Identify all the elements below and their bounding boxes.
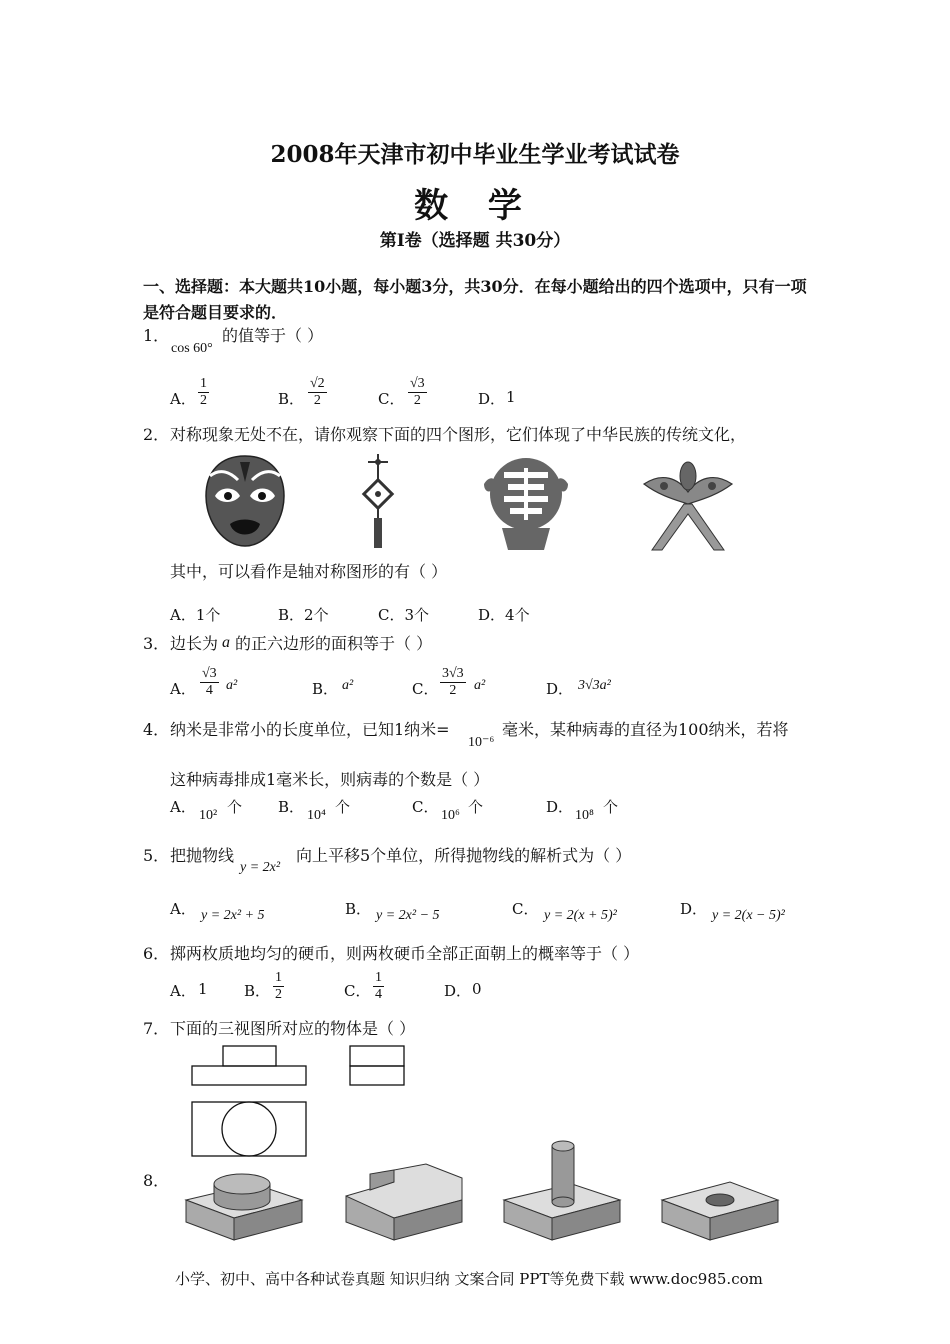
q3-option-d-label: D．: [546, 680, 574, 698]
q4-option-a-expr: 10²: [199, 808, 218, 823]
q5-option-b-expr: y = 2x² − 5: [376, 908, 440, 923]
q6-option-c-frac: $\frac{1}{4}$: [375, 970, 382, 1002]
q5-option-c-label: C．: [512, 900, 539, 918]
q4-text: 纳米是非常小的长度单位，已知1纳米=: [170, 720, 450, 739]
q3-option-c-label: C．: [412, 680, 439, 698]
q5-text2: 向上平移5个单位，所得抛物线的解析式为（ ）: [296, 846, 632, 865]
q7-text: 下面的三视图所对应的物体是（ ）: [170, 1019, 416, 1038]
q3-option-a-frac: $\frac{√3}{4}$: [202, 666, 217, 698]
q4-option-b-label: B．: [278, 798, 305, 816]
q2-option-d: D．4个: [478, 606, 530, 624]
q1-expr: cos 60°: [171, 341, 213, 356]
q4-option-b-unit: 个: [335, 798, 351, 816]
double-happiness-papercut-image: [480, 454, 572, 552]
q2-option-a: A．1个: [170, 606, 221, 624]
q6-option-c-label: C．: [344, 982, 371, 1000]
q4-option-a-unit: 个: [227, 798, 243, 816]
swallow-kite-image: [642, 452, 734, 552]
q5-option-d-expr: y = 2(x − 5)²: [712, 908, 785, 923]
q3-option-d-expr: 3√3a²: [578, 678, 611, 693]
q5-option-a-expr: y = 2x² + 5: [201, 908, 265, 923]
q4-text2: 毫米，某种病毒的直径为100纳米，若将: [502, 720, 789, 739]
q5-option-c-expr: y = 2(x + 5)²: [544, 908, 617, 923]
solid-option-c-image: [502, 1138, 624, 1242]
q6-option-d-value: 0: [472, 980, 482, 998]
q1-option-b-label: B．: [278, 390, 305, 408]
q5-expr: y = 2x²: [240, 860, 281, 875]
q6-option-b-frac: $\frac{1}{2}$: [275, 970, 282, 1002]
q3-option-a-tail: a²: [226, 678, 238, 693]
q1-option-b-frac: $\frac{√2}{2}$: [310, 376, 325, 408]
q1-number: 1．: [143, 326, 170, 345]
footer-text: 小学、初中、高中各种试卷真题 知识归纳 文案合同 PPT等免费下载 www.doc985.com: [175, 1270, 763, 1288]
q3-option-c-tail: a²: [474, 678, 486, 693]
q3-option-c-frac: $\frac{3√3}{2}$: [442, 666, 464, 698]
q5-number: 5．: [143, 846, 170, 865]
q6-option-b-label: B．: [244, 982, 271, 1000]
q5-option-a-label: A．: [170, 900, 196, 918]
q4-option-d-expr: 10⁸: [575, 808, 594, 823]
q6-number: 6．: [143, 944, 170, 963]
three-view-drawing: [190, 1044, 410, 1160]
q6-text: 掷两枚质地均匀的硬币，则两枚硬币全部正面朝上的概率等于（ ）: [170, 944, 640, 963]
q1-option-d-label: D．: [478, 390, 506, 408]
q2-text2: 其中，可以看作是轴对称图形的有（ ）: [170, 562, 448, 581]
q4-option-d-unit: 个: [603, 798, 619, 816]
paper-title: 2008年天津市初中毕业生学业考试试卷: [270, 141, 680, 168]
q4-option-d-label: D．: [546, 798, 574, 816]
opera-mask-image: [200, 452, 290, 550]
q1-option-a-frac: $\frac{1}{2}$: [200, 376, 207, 408]
q1-option-d-value: 1: [506, 388, 516, 406]
q3-text: 边长为: [170, 634, 219, 653]
q2-option-c: C．3个: [378, 606, 430, 624]
solid-option-b-image: [344, 1162, 466, 1242]
q3-option-b-expr: a²: [342, 678, 354, 693]
solid-option-d-image: [660, 1160, 782, 1242]
q2-number: 2．: [143, 425, 170, 444]
q5-text: 把抛物线: [170, 846, 235, 865]
subject-title: 数 学: [414, 186, 536, 226]
q5-option-b-label: B．: [345, 900, 372, 918]
q2-text: 对称现象无处不在，请你观察下面的四个图形，它们体现了中华民族的传统文化，: [170, 425, 747, 444]
q4-option-c-label: C．: [412, 798, 439, 816]
q3-option-a-label: A．: [170, 680, 196, 698]
chinese-knot-image: [358, 452, 398, 552]
q1-option-a-label: A．: [170, 390, 196, 408]
solid-option-a-image: [184, 1160, 306, 1242]
q2-option-b: B．2个: [278, 606, 329, 624]
q4-option-c-expr: 10⁶: [441, 808, 460, 823]
q4-text3: 这种病毒排成1毫米长，则病毒的个数是（ ）: [170, 770, 490, 789]
q3-number: 3．: [143, 634, 170, 653]
q4-option-a-label: A．: [170, 798, 196, 816]
q3-text2: 的正六边形的面积等于（ ）: [235, 634, 433, 653]
q6-option-a-value: 1: [198, 980, 208, 998]
q6-option-d-label: D．: [444, 982, 472, 1000]
q1-option-c-frac: $\frac{√3}{2}$: [410, 376, 425, 408]
q4-number: 4．: [143, 720, 170, 739]
section-heading: 一、选择题：本大题共10小题，每小题3分，共30分．在每小题给出的四个选项中，只有一项是符合题目要求的．: [143, 277, 807, 322]
q5-option-d-label: D．: [680, 900, 708, 918]
q4-option-b-expr: 10⁴: [307, 808, 326, 823]
q3-var: a: [222, 634, 230, 651]
q4-expr: 10⁻⁶: [468, 735, 495, 750]
part-title: 第I卷（选择题 共30分）: [379, 231, 571, 251]
q6-option-a-label: A．: [170, 982, 196, 1000]
q1-text: 的值等于（ ）: [222, 326, 324, 345]
q3-option-b-label: B．: [312, 680, 339, 698]
q7-number: 7．: [143, 1019, 170, 1038]
q8-number: 8．: [143, 1171, 170, 1190]
q4-option-c-unit: 个: [468, 798, 484, 816]
q1-option-c-label: C．: [378, 390, 405, 408]
